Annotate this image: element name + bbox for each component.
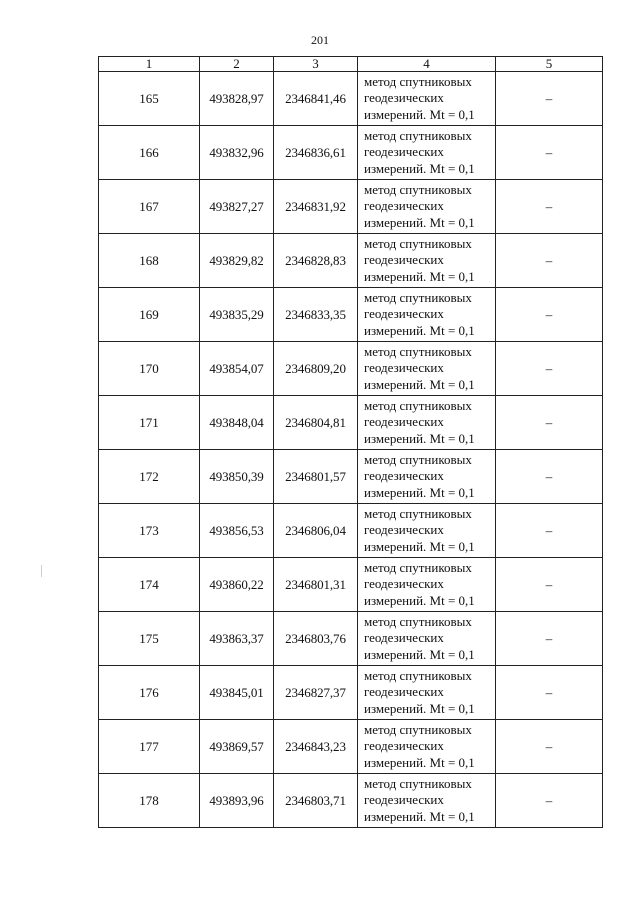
method-cell xyxy=(358,666,496,720)
y-coordinate-cell: 2346843,23 xyxy=(274,720,358,774)
point-number-cell: 168 xyxy=(99,234,200,288)
table-row xyxy=(99,450,603,504)
note-cell: – xyxy=(496,288,603,342)
table-row xyxy=(99,774,603,828)
method-line: геодезических xyxy=(364,198,444,214)
table-row xyxy=(99,234,603,288)
point-number-cell: 172 xyxy=(99,450,200,504)
table-row xyxy=(99,720,603,774)
method-line: измерений. Mt = 0,1 xyxy=(364,214,475,230)
point-number-cell: 171 xyxy=(99,396,200,450)
method-line: измерений. Mt = 0,1 xyxy=(364,700,475,716)
table-row xyxy=(99,504,603,558)
y-coordinate-cell: 2346806,04 xyxy=(274,504,358,558)
point-number-cell: 170 xyxy=(99,342,200,396)
method-line: геодезических xyxy=(364,360,444,376)
method-line: метод спутниковых xyxy=(364,667,472,683)
point-number-cell: 174 xyxy=(99,558,200,612)
note-cell: – xyxy=(496,72,603,126)
method-line: измерений. Mt = 0,1 xyxy=(364,808,475,824)
y-coordinate-cell: 2346836,61 xyxy=(274,126,358,180)
header-cell: 2 xyxy=(200,57,274,72)
method-line: измерений. Mt = 0,1 xyxy=(364,376,475,392)
method-line: метод спутниковых xyxy=(364,127,472,143)
method-line: измерений. Mt = 0,1 xyxy=(364,484,475,500)
method-line: метод спутниковых xyxy=(364,397,472,413)
method-line: измерений. Mt = 0,1 xyxy=(364,268,475,284)
method-cell xyxy=(358,720,496,774)
method-line: измерений. Mt = 0,1 xyxy=(364,646,475,662)
y-coordinate-cell: 2346804,81 xyxy=(274,396,358,450)
x-coordinate-cell: 493828,97 xyxy=(200,72,274,126)
header-cell: 3 xyxy=(274,57,358,72)
point-number-cell: 173 xyxy=(99,504,200,558)
method-line: геодезических xyxy=(364,144,444,160)
method-line: измерений. Mt = 0,1 xyxy=(364,538,475,554)
method-line: метод спутниковых xyxy=(364,181,472,197)
note-cell: – xyxy=(496,234,603,288)
table-row xyxy=(99,666,603,720)
table-row xyxy=(99,612,603,666)
method-cell xyxy=(358,72,496,126)
method-line: геодезических xyxy=(364,738,444,754)
y-coordinate-cell: 2346828,83 xyxy=(274,234,358,288)
note-cell: – xyxy=(496,396,603,450)
header-cell: 4 xyxy=(358,57,496,72)
method-cell xyxy=(358,234,496,288)
note-cell: – xyxy=(496,450,603,504)
method-line: измерений. Mt = 0,1 xyxy=(364,322,475,338)
method-line: геодезических xyxy=(364,252,444,268)
table-body xyxy=(99,72,603,828)
method-cell xyxy=(358,558,496,612)
method-line: геодезических xyxy=(364,792,444,808)
method-line: измерений. Mt = 0,1 xyxy=(364,754,475,770)
x-coordinate-cell: 493829,82 xyxy=(200,234,274,288)
note-cell: – xyxy=(496,612,603,666)
method-cell xyxy=(358,396,496,450)
method-line: измерений. Mt = 0,1 xyxy=(364,430,475,446)
y-coordinate-cell: 2346803,76 xyxy=(274,612,358,666)
method-cell xyxy=(358,450,496,504)
method-line: геодезических xyxy=(364,306,444,322)
table-row xyxy=(99,342,603,396)
point-number-cell: 167 xyxy=(99,180,200,234)
method-line: геодезических xyxy=(364,522,444,538)
scan-artifact xyxy=(41,565,42,577)
method-line: измерений. Mt = 0,1 xyxy=(364,160,475,176)
y-coordinate-cell: 2346841,46 xyxy=(274,72,358,126)
method-line: геодезических xyxy=(364,468,444,484)
y-coordinate-cell: 2346833,35 xyxy=(274,288,358,342)
table-header xyxy=(99,57,603,72)
note-cell: – xyxy=(496,774,603,828)
method-line: геодезических xyxy=(364,414,444,430)
note-cell: – xyxy=(496,720,603,774)
method-line: измерений. Mt = 0,1 xyxy=(364,592,475,608)
x-coordinate-cell: 493893,96 xyxy=(200,774,274,828)
note-cell: – xyxy=(496,558,603,612)
note-cell: – xyxy=(496,666,603,720)
y-coordinate-cell: 2346801,31 xyxy=(274,558,358,612)
table-row xyxy=(99,180,603,234)
note-cell: – xyxy=(496,180,603,234)
table-row xyxy=(99,72,603,126)
point-number-cell: 165 xyxy=(99,72,200,126)
y-coordinate-cell: 2346827,37 xyxy=(274,666,358,720)
method-line: метод спутниковых xyxy=(364,613,472,629)
method-cell xyxy=(358,774,496,828)
point-number-cell: 166 xyxy=(99,126,200,180)
point-number-cell: 169 xyxy=(99,288,200,342)
method-cell xyxy=(358,612,496,666)
x-coordinate-cell: 493832,96 xyxy=(200,126,274,180)
method-line: геодезических xyxy=(364,630,444,646)
method-line: метод спутниковых xyxy=(364,505,472,521)
header-row xyxy=(99,57,603,72)
method-line: геодезических xyxy=(364,576,444,592)
method-cell xyxy=(358,126,496,180)
x-coordinate-cell: 493856,53 xyxy=(200,504,274,558)
method-line: метод спутниковых xyxy=(364,721,472,737)
x-coordinate-cell: 493863,37 xyxy=(200,612,274,666)
x-coordinate-cell: 493835,29 xyxy=(200,288,274,342)
header-cell: 5 xyxy=(496,57,603,72)
method-line: геодезических xyxy=(364,90,444,106)
method-line: метод спутниковых xyxy=(364,775,472,791)
point-number-cell: 176 xyxy=(99,666,200,720)
x-coordinate-cell: 493848,04 xyxy=(200,396,274,450)
table-row xyxy=(99,126,603,180)
method-line: метод спутниковых xyxy=(364,343,472,359)
coordinates-table xyxy=(98,56,603,828)
table-row xyxy=(99,288,603,342)
table-row xyxy=(99,558,603,612)
method-line: метод спутниковых xyxy=(364,289,472,305)
y-coordinate-cell: 2346809,20 xyxy=(274,342,358,396)
y-coordinate-cell: 2346801,57 xyxy=(274,450,358,504)
method-line: измерений. Mt = 0,1 xyxy=(364,106,475,122)
method-cell xyxy=(358,180,496,234)
page-number: 201 xyxy=(311,33,329,47)
method-line: метод спутниковых xyxy=(364,451,472,467)
note-cell: – xyxy=(496,504,603,558)
point-number-cell: 177 xyxy=(99,720,200,774)
table-row xyxy=(99,396,603,450)
point-number-cell: 175 xyxy=(99,612,200,666)
method-cell xyxy=(358,504,496,558)
x-coordinate-cell: 493869,57 xyxy=(200,720,274,774)
method-line: метод спутниковых xyxy=(364,235,472,251)
y-coordinate-cell: 2346803,71 xyxy=(274,774,358,828)
method-line: метод спутниковых xyxy=(364,73,472,89)
x-coordinate-cell: 493854,07 xyxy=(200,342,274,396)
x-coordinate-cell: 493845,01 xyxy=(200,666,274,720)
note-cell: – xyxy=(496,342,603,396)
y-coordinate-cell: 2346831,92 xyxy=(274,180,358,234)
point-number-cell: 178 xyxy=(99,774,200,828)
method-cell xyxy=(358,342,496,396)
note-cell: – xyxy=(496,126,603,180)
method-line: метод спутниковых xyxy=(364,559,472,575)
x-coordinate-cell: 493860,22 xyxy=(200,558,274,612)
method-line: геодезических xyxy=(364,684,444,700)
x-coordinate-cell: 493850,39 xyxy=(200,450,274,504)
header-cell: 1 xyxy=(99,57,200,72)
x-coordinate-cell: 493827,27 xyxy=(200,180,274,234)
method-cell xyxy=(358,288,496,342)
